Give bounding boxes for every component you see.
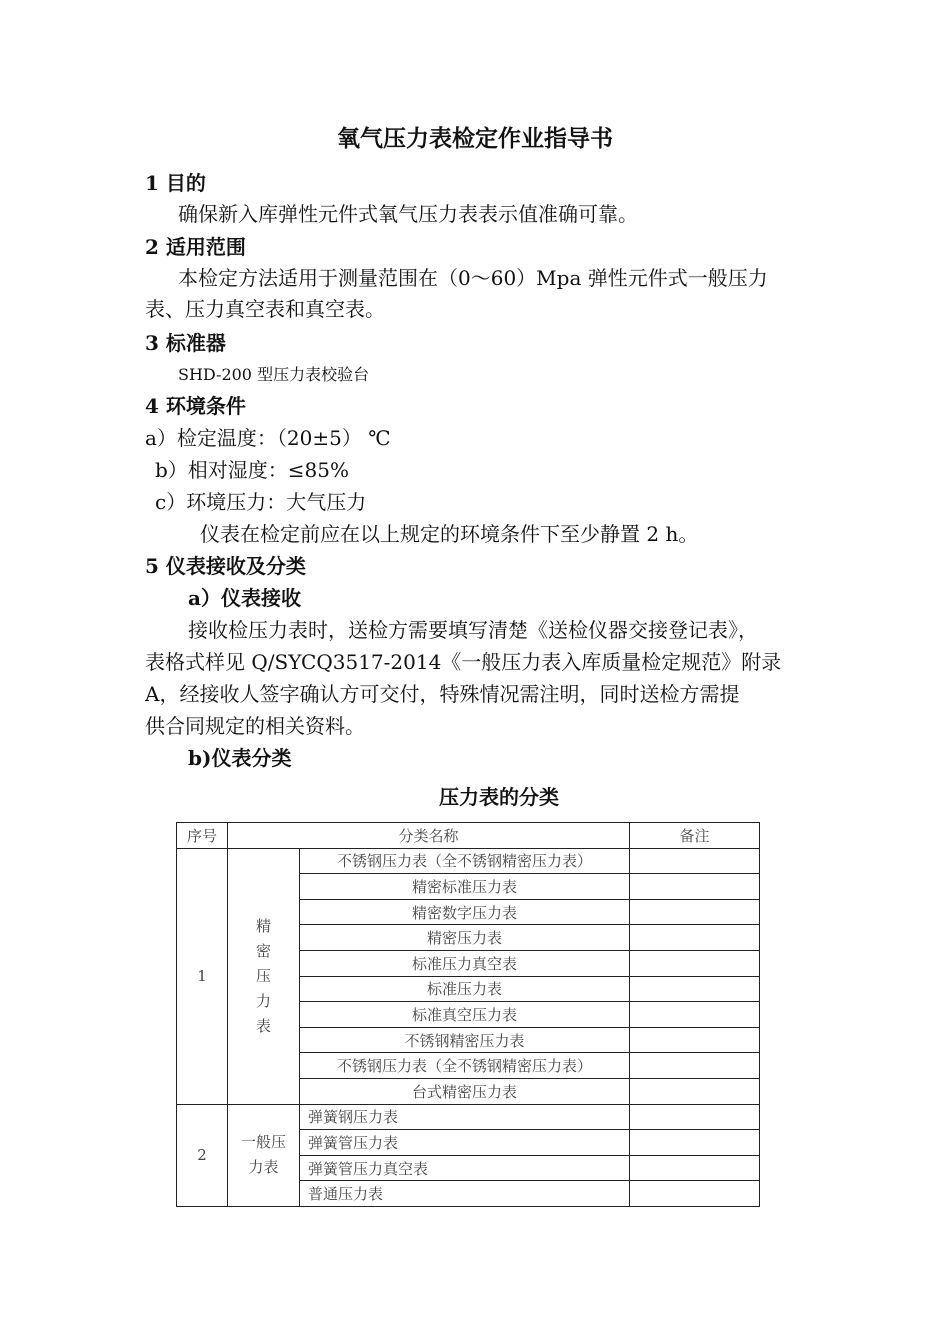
receive-paragraph-line-3: A，经接收人签字确认方可交付，特殊情况需注明，同时送检方需提	[145, 682, 740, 706]
section-1-heading: 1 目的	[145, 171, 206, 195]
header-no: 序号	[177, 823, 228, 849]
receive-paragraph-line-4: 供合同规定的相关资料。	[145, 714, 365, 738]
remark-cell	[630, 1181, 760, 1207]
subsection-a-heading: a）仪表接收	[188, 586, 301, 610]
remark-cell	[630, 950, 760, 976]
table-row	[177, 848, 760, 874]
table-header-row	[177, 823, 760, 849]
item-cell: 弹簧管压力真空表	[300, 1155, 630, 1181]
item-cell: 弹簧钢压力表	[300, 1104, 630, 1130]
remark-cell	[630, 1002, 760, 1028]
item-cell: 台式精密压力表	[300, 1078, 630, 1104]
item-cell: 不锈钢压力表（全不锈钢精密压力表）	[300, 1053, 630, 1079]
table-title: 压力表的分类	[439, 785, 559, 809]
remark-cell	[630, 1053, 760, 1079]
item-cell: 不锈钢精密压力表	[300, 1027, 630, 1053]
item-cell: 精密标准压力表	[300, 874, 630, 900]
header-remark: 备注	[630, 823, 760, 849]
item-cell: 精密压力表	[300, 925, 630, 951]
section-5-heading: 5 仪表接收及分类	[145, 554, 306, 578]
item-cell: 标准真空压力表	[300, 1002, 630, 1028]
remark-cell	[630, 848, 760, 874]
item-cell: 标准压力表	[300, 976, 630, 1002]
remark-cell	[630, 874, 760, 900]
group-1-number: 1	[177, 848, 228, 1104]
section-4-heading: 4 环境条件	[145, 394, 246, 418]
section-2-text-line-1: 本检定方法适用于测量范围在（0～60）Mpa 弹性元件式一般压力	[178, 266, 768, 290]
remark-cell	[630, 976, 760, 1002]
remark-cell	[630, 1155, 760, 1181]
item-cell: 精密数字压力表	[300, 899, 630, 925]
section-2-text-line-2: 表、压力真空表和真空表。	[145, 297, 385, 321]
subsection-b-heading: b)仪表分类	[188, 746, 292, 770]
remark-cell	[630, 925, 760, 951]
group-2-number: 2	[177, 1104, 228, 1206]
item-cell: 弹簧管压力表	[300, 1130, 630, 1156]
condition-temperature: a）检定温度：（20±5） ℃	[145, 426, 391, 450]
group-1-category: 精密压力表	[228, 848, 300, 1104]
remark-cell	[630, 899, 760, 925]
document-title: 氧气压力表检定作业指导书	[337, 125, 613, 152]
condition-pressure: c）环境压力：大气压力	[155, 490, 367, 514]
remark-cell	[630, 1130, 760, 1156]
item-cell: 不锈钢压力表（全不锈钢精密压力表）	[300, 848, 630, 874]
section-3-heading: 3 标准器	[145, 331, 226, 355]
remark-cell	[630, 1104, 760, 1130]
classification-table	[176, 822, 760, 1207]
item-cell: 普通压力表	[300, 1181, 630, 1207]
receive-paragraph-line-2: 表格式样见 Q/SYCQ3517-2014《一般压力表入库质量检定规范》附录	[145, 650, 782, 674]
remark-cell	[630, 1027, 760, 1053]
table-row	[177, 1104, 760, 1130]
header-name: 分类名称	[228, 823, 630, 849]
section-2-heading: 2 适用范围	[145, 235, 246, 259]
remark-cell	[630, 1078, 760, 1104]
receive-paragraph-line-1: 接收检压力表时，送检方需要填写清楚《送检仪器交接登记表》，	[188, 618, 758, 642]
condition-note: 仪表在检定前应在以上规定的环境条件下至少静置 2 h。	[200, 522, 699, 546]
group-2-category: 一般压力表	[228, 1104, 300, 1206]
section-1-text: 确保新入库弹性元件式氧气压力表表示值准确可靠。	[178, 202, 638, 226]
item-cell: 标准压力真空表	[300, 950, 630, 976]
section-3-text: SHD-200 型压力表校验台	[178, 365, 370, 384]
condition-humidity: b）相对湿度：≤85%	[155, 458, 350, 482]
